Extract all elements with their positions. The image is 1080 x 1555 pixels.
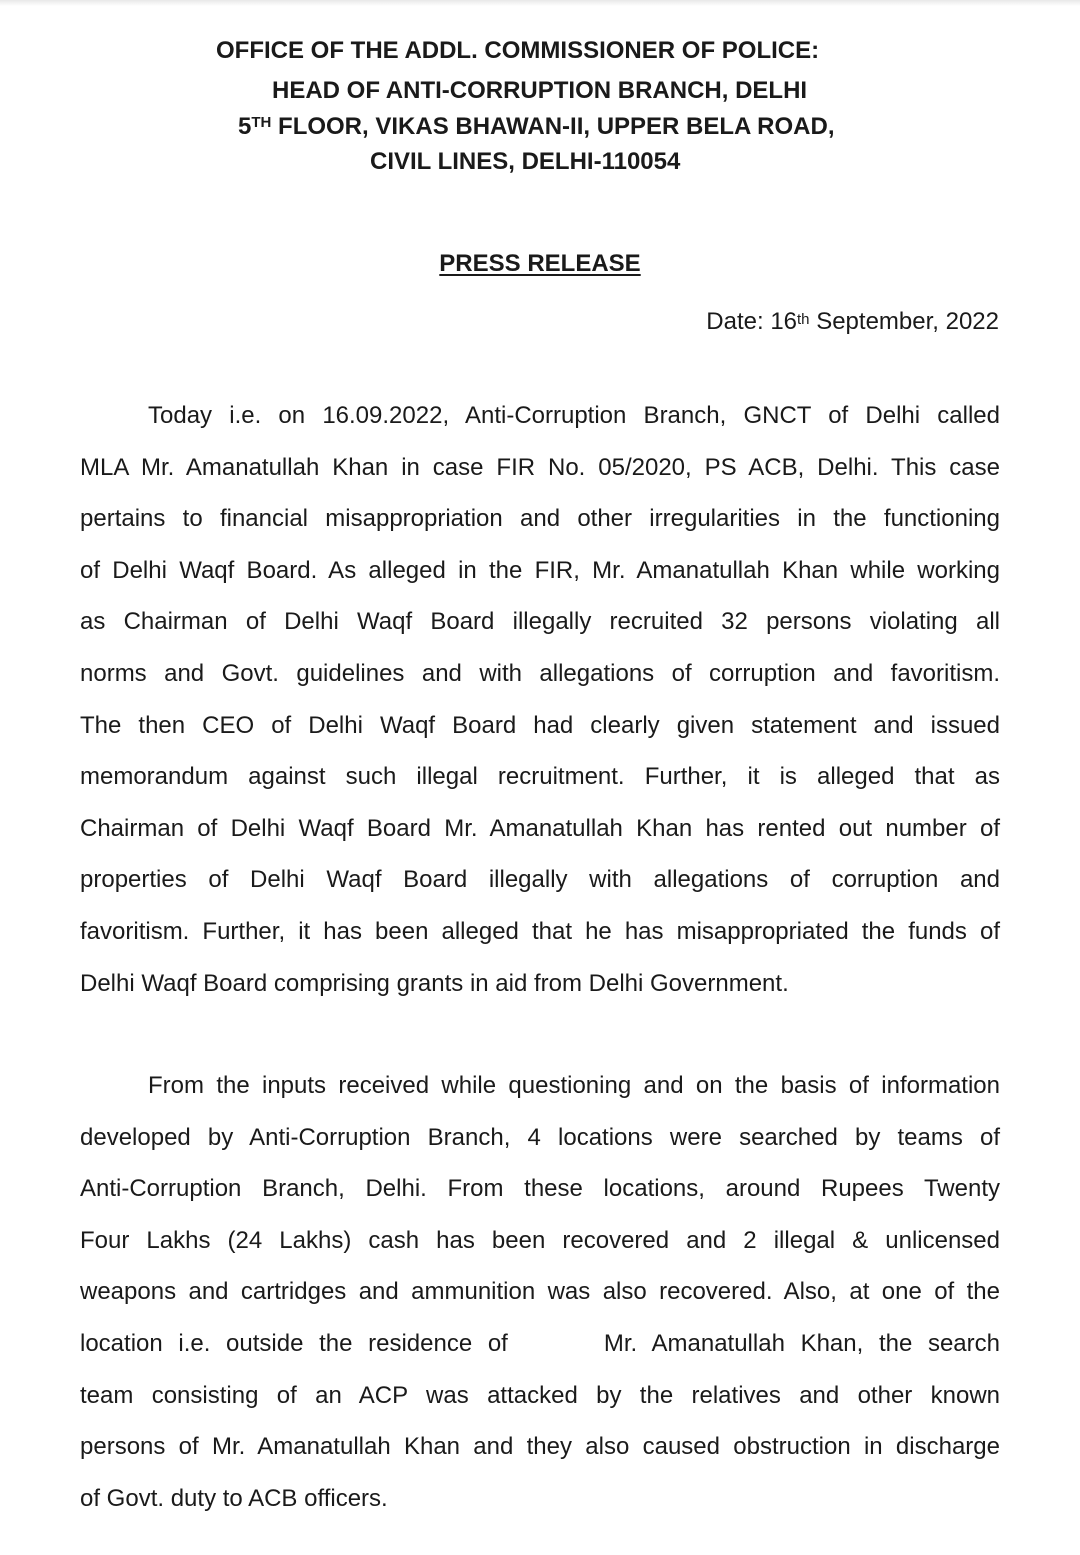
address-rest: FLOOR, VIKAS BHAWAN-II, UPPER BELA ROAD, [271, 113, 835, 140]
paragraph-line: team consisting of an ACP was attacked by the relatives and other known [80, 1381, 1000, 1409]
gap-line-left: location i.e. outside the residence of [80, 1329, 508, 1357]
paragraph-line: Today i.e. on 16.09.2022, Anti-Corruption Branch, GNCT of Delhi called [148, 402, 1000, 429]
paragraph-line: favoritism. Further, it has been alleged that he has misappropriated the funds of [80, 917, 1000, 945]
press-release-heading: PRESS RELEASE [439, 250, 641, 277]
paragraph-line: of Govt. duty to ACB officers. [80, 1484, 388, 1512]
date-prefix: Date: 16 [706, 308, 798, 335]
paragraph-line-with-gap [80, 1329, 1000, 1381]
letterhead-line-address [238, 112, 835, 142]
paragraph-line: as Chairman of Delhi Waqf Board illegally recruited 32 persons violating all [80, 608, 1000, 636]
paragraph-line: Chairman of Delhi Waqf Board Mr. Amanatullah Khan has rented out number of [80, 814, 1000, 842]
date-rest: September, 2022 [809, 308, 999, 335]
paragraph-line: norms and Govt. guidelines and with allegations of corruption and favoritism. [80, 659, 1000, 687]
document-title [0, 249, 1080, 279]
release-date [706, 306, 999, 338]
paragraph-line: of Delhi Waqf Board. As alleged in the FIR, Mr. Amanatullah Khan while working [80, 556, 1000, 584]
paragraph-line: Delhi Waqf Board comprising grants in aid from Delhi Government. [80, 969, 789, 997]
letterhead-line-branch: HEAD OF ANTI-CORRUPTION BRANCH, DELHI [272, 77, 808, 104]
letterhead-line-city: CIVIL LINES, DELHI-110054 [370, 148, 681, 175]
paragraph-line: Four Lakhs (24 Lakhs) cash has been recovered and 2 illegal & unlicensed [80, 1226, 1000, 1254]
paragraph-line: developed by Anti-Corruption Branch, 4 locations were searched by teams of [80, 1123, 1000, 1151]
paragraph-line: properties of Delhi Waqf Board illegally with allegations of corruption and [80, 866, 1000, 894]
paragraph-line: pertains to financial misappropriation and other irregularities in the functioning [80, 505, 1000, 533]
paragraph-line: memorandum against such illegal recruitment. Further, it is alleged that as [80, 763, 1000, 791]
top-edge-shadow [0, 0, 1080, 6]
paragraph-second [80, 1071, 1000, 1535]
paragraph-line: MLA Mr. Amanatullah Khan in case FIR No. 05/2020, PS ACB, Delhi. This case [80, 453, 1000, 481]
floor-number: 5 [238, 113, 252, 140]
paragraph-line: persons of Mr. Amanatullah Khan and they also caused obstruction in discharge [80, 1433, 1000, 1461]
floor-ordinal-suffix: TH [251, 114, 272, 131]
date-ordinal-suffix: th [797, 311, 810, 328]
letterhead-line-office: OFFICE OF THE ADDL. COMMISSIONER OF POLICE: [216, 37, 820, 64]
paragraph-line: weapons and cartridges and ammunition was also recovered. Also, at one of the [80, 1278, 1000, 1306]
paragraph-line: Anti-Corruption Branch, Delhi. From these locations, around Rupees Twenty [80, 1175, 1000, 1203]
paragraph-first [80, 401, 1000, 1020]
paragraph-line: From the inputs received while questioning and on the basis of information [148, 1072, 1000, 1099]
paragraph-line: The then CEO of Delhi Waqf Board had clearly given statement and issued [80, 711, 1000, 739]
gap-line-right: Mr. Amanatullah Khan, the search [603, 1329, 1000, 1357]
